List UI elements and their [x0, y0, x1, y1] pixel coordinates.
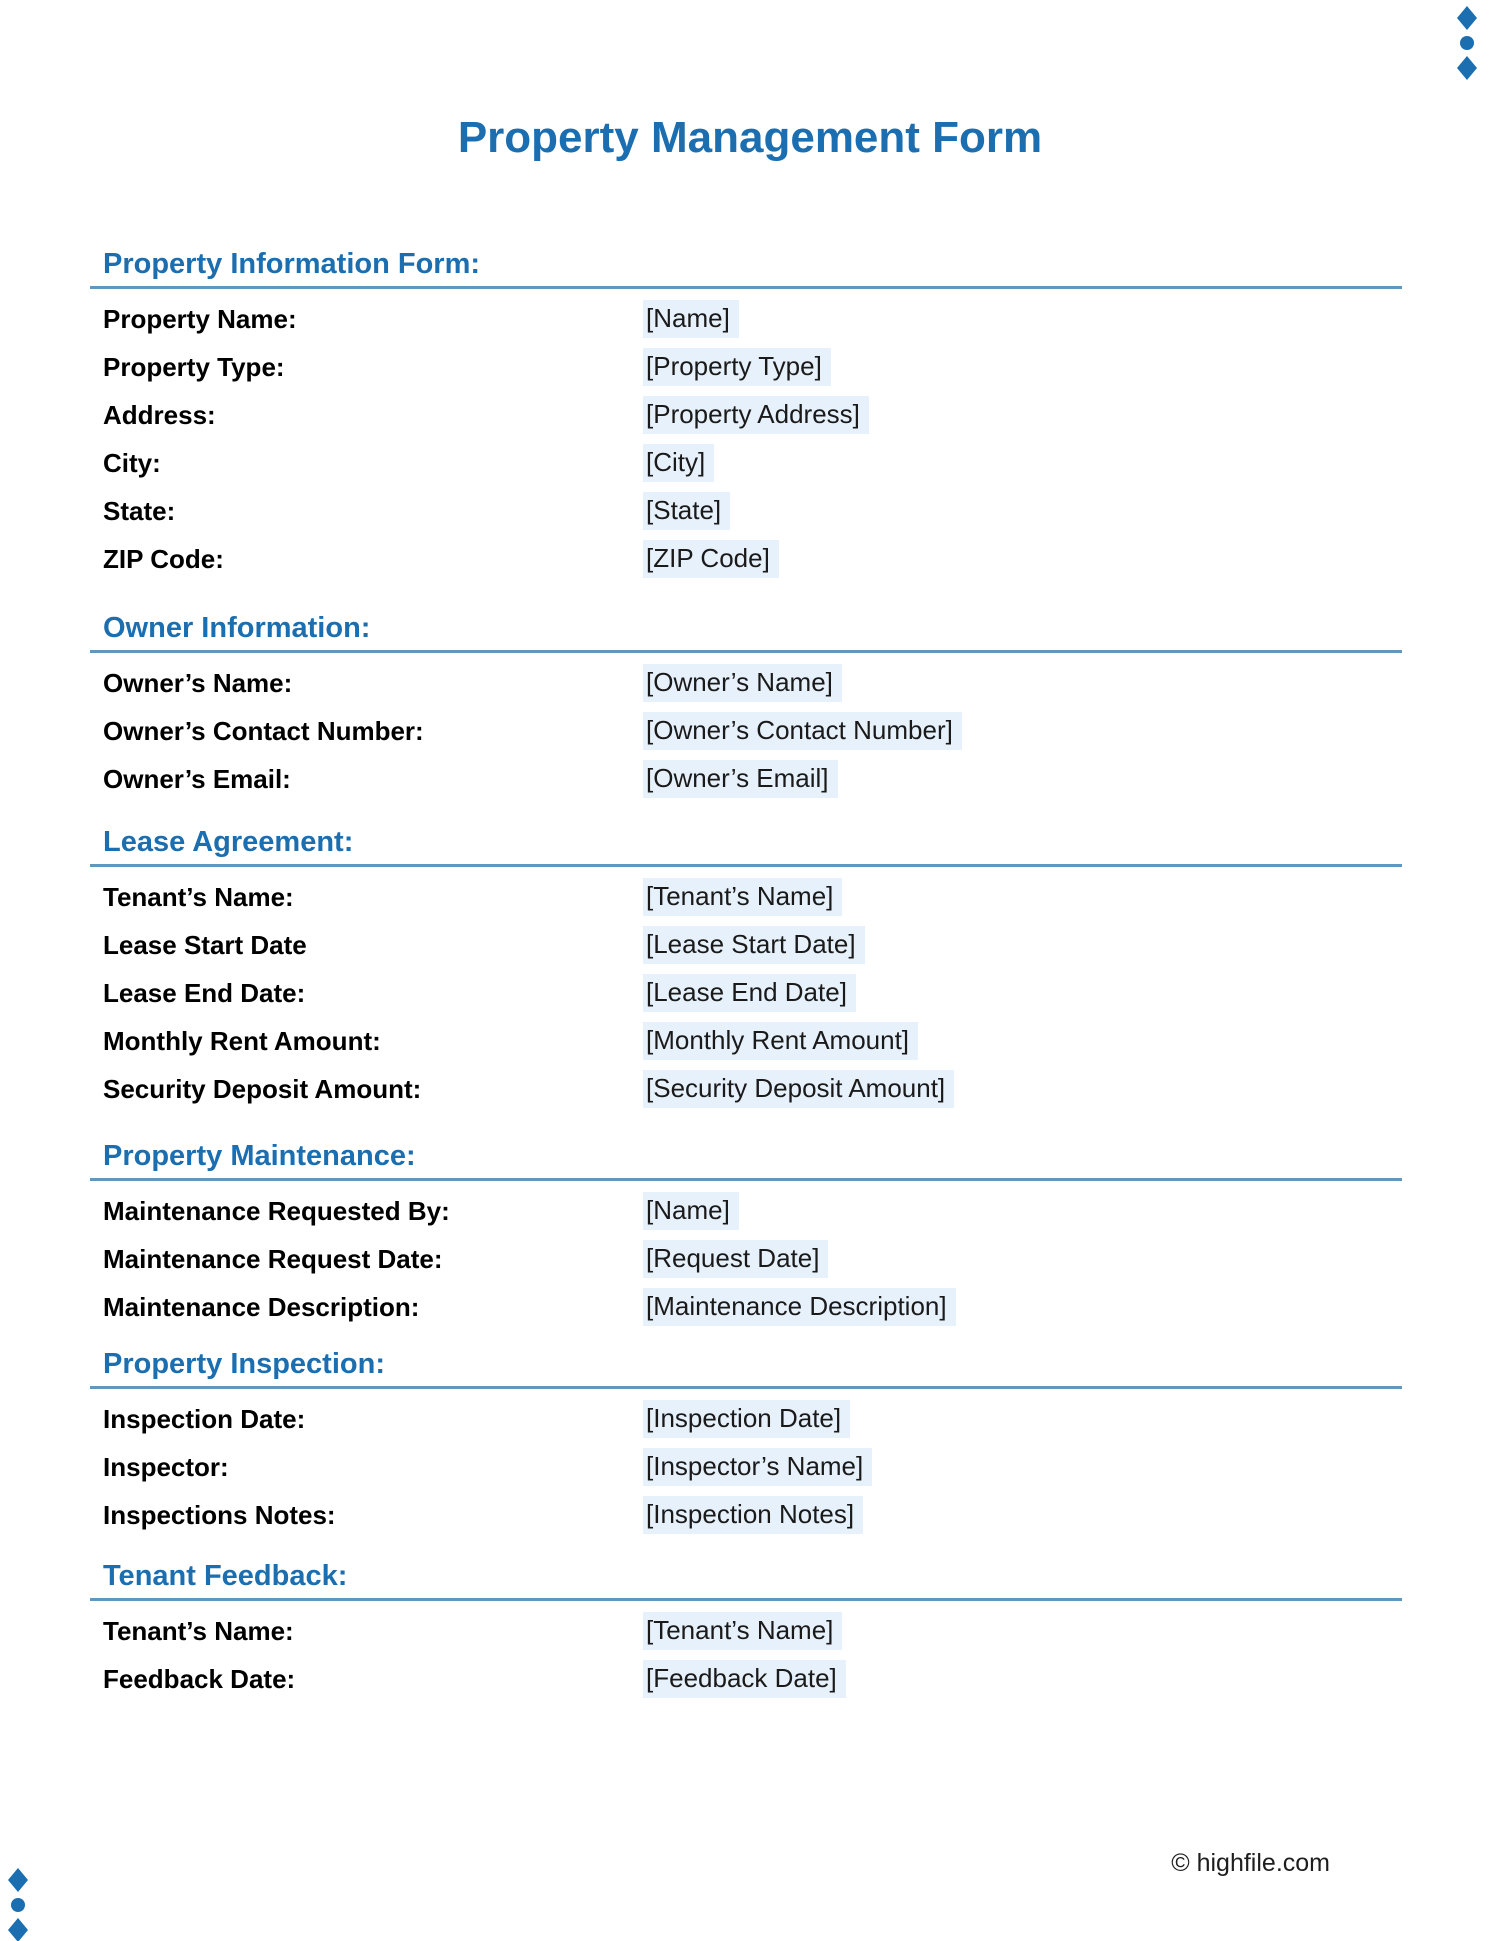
field-label: Maintenance Request Date:	[103, 1244, 443, 1274]
field-label: Maintenance Requested By:	[103, 1196, 450, 1226]
form-field-row	[103, 1443, 1402, 1491]
field-value-placeholder[interactable]: [Security Deposit Amount]	[643, 1070, 954, 1108]
field-label: Owner’s Contact Number:	[103, 716, 424, 746]
field-value-placeholder[interactable]: [Inspection Date]	[643, 1400, 850, 1438]
form-field-row	[103, 659, 1402, 707]
diamond-icon	[8, 1868, 28, 1892]
field-value-placeholder[interactable]: [Request Date]	[643, 1240, 828, 1278]
form-field-row	[103, 969, 1402, 1017]
field-value-placeholder[interactable]: [Owner’s Contact Number]	[643, 712, 962, 750]
field-label: Tenant’s Name:	[103, 882, 294, 912]
corner-ornament-top-right	[1457, 6, 1477, 80]
field-value-placeholder[interactable]: [Lease End Date]	[643, 974, 856, 1012]
section-rows	[90, 1181, 1402, 1331]
field-label: Feedback Date:	[103, 1664, 296, 1694]
field-value-placeholder[interactable]: [Maintenance Description]	[643, 1288, 956, 1326]
field-value-placeholder[interactable]: [Name]	[643, 1192, 739, 1230]
field-label: Inspector:	[103, 1452, 229, 1482]
form-field-row	[103, 295, 1402, 343]
field-label: Inspection Date:	[103, 1404, 306, 1434]
form-section	[90, 1558, 1402, 1703]
diamond-icon	[1457, 56, 1477, 80]
section-rows	[90, 653, 1402, 803]
form-field-row	[103, 707, 1402, 755]
field-value-placeholder[interactable]: [Owner’s Name]	[643, 664, 842, 702]
field-label: Tenant’s Name:	[103, 1616, 294, 1646]
form-field-row	[103, 1607, 1402, 1655]
section-heading: Lease Agreement:	[90, 824, 1402, 867]
dot-icon	[1460, 36, 1474, 50]
field-value-placeholder[interactable]: [ZIP Code]	[643, 540, 779, 578]
section-heading: Owner Information:	[90, 610, 1402, 653]
form-field-row	[103, 535, 1402, 583]
field-value-placeholder[interactable]: [Tenant’s Name]	[643, 878, 842, 916]
form-field-row	[103, 1235, 1402, 1283]
form-section	[90, 1346, 1402, 1539]
field-label: Monthly Rent Amount:	[103, 1026, 381, 1056]
form-field-row	[103, 487, 1402, 535]
corner-ornament-bottom-left	[8, 1868, 28, 1941]
section-rows	[90, 867, 1402, 1113]
field-label: Inspections Notes:	[103, 1500, 336, 1530]
field-value-placeholder[interactable]: [Monthly Rent Amount]	[643, 1022, 918, 1060]
form-field-row	[103, 921, 1402, 969]
field-value-placeholder[interactable]: [City]	[643, 444, 714, 482]
field-label: Owner’s Name:	[103, 668, 293, 698]
field-value-placeholder[interactable]: [State]	[643, 492, 730, 530]
form-content	[90, 0, 1402, 1941]
diamond-icon	[8, 1918, 28, 1941]
page-title: Property Management Form	[457, 113, 1043, 162]
field-value-placeholder[interactable]: [Lease Start Date]	[643, 926, 865, 964]
dot-icon	[11, 1898, 25, 1912]
field-label: State:	[103, 496, 176, 526]
section-heading: Tenant Feedback:	[90, 1558, 1402, 1601]
section-rows	[90, 1389, 1402, 1539]
form-field-row	[103, 1065, 1402, 1113]
section-heading: Property Inspection:	[90, 1346, 1402, 1389]
field-value-placeholder[interactable]: [Inspection Notes]	[643, 1496, 863, 1534]
form-field-row	[103, 1187, 1402, 1235]
form-section	[90, 610, 1402, 803]
field-label: Owner’s Email:	[103, 764, 291, 794]
form-field-row	[103, 1655, 1402, 1703]
section-heading: Property Information Form:	[90, 246, 1402, 289]
field-label: City:	[103, 448, 161, 478]
form-field-row	[103, 439, 1402, 487]
form-field-row	[103, 343, 1402, 391]
diamond-icon	[1457, 6, 1477, 30]
form-section	[90, 246, 1402, 583]
form-field-row	[103, 873, 1402, 921]
field-label: Property Type:	[103, 352, 285, 382]
field-label: Property Name:	[103, 304, 297, 334]
field-label: Maintenance Description:	[103, 1292, 420, 1322]
section-rows	[90, 289, 1402, 583]
field-value-placeholder[interactable]: [Tenant’s Name]	[643, 1612, 842, 1650]
form-section	[90, 824, 1402, 1113]
field-value-placeholder[interactable]: [Name]	[643, 300, 739, 338]
field-label: Lease Start Date	[103, 930, 307, 960]
form-field-row	[103, 1017, 1402, 1065]
field-label: Address:	[103, 400, 216, 430]
section-heading: Property Maintenance:	[90, 1138, 1402, 1181]
field-value-placeholder[interactable]: [Owner’s Email]	[643, 760, 838, 798]
section-rows	[90, 1601, 1402, 1703]
field-label: Lease End Date:	[103, 978, 306, 1008]
form-field-row	[103, 1283, 1402, 1331]
field-label: ZIP Code:	[103, 544, 224, 574]
form-field-row	[103, 1395, 1402, 1443]
copyright-text: © highfile.com	[1171, 1849, 1330, 1877]
field-value-placeholder[interactable]: [Inspector’s Name]	[643, 1448, 872, 1486]
form-field-row	[103, 391, 1402, 439]
field-value-placeholder[interactable]: [Feedback Date]	[643, 1660, 846, 1698]
field-value-placeholder[interactable]: [Property Type]	[643, 348, 831, 386]
form-section	[90, 1138, 1402, 1331]
form-field-row	[103, 1491, 1402, 1539]
field-label: Security Deposit Amount:	[103, 1074, 422, 1104]
form-field-row	[103, 755, 1402, 803]
field-value-placeholder[interactable]: [Property Address]	[643, 396, 869, 434]
